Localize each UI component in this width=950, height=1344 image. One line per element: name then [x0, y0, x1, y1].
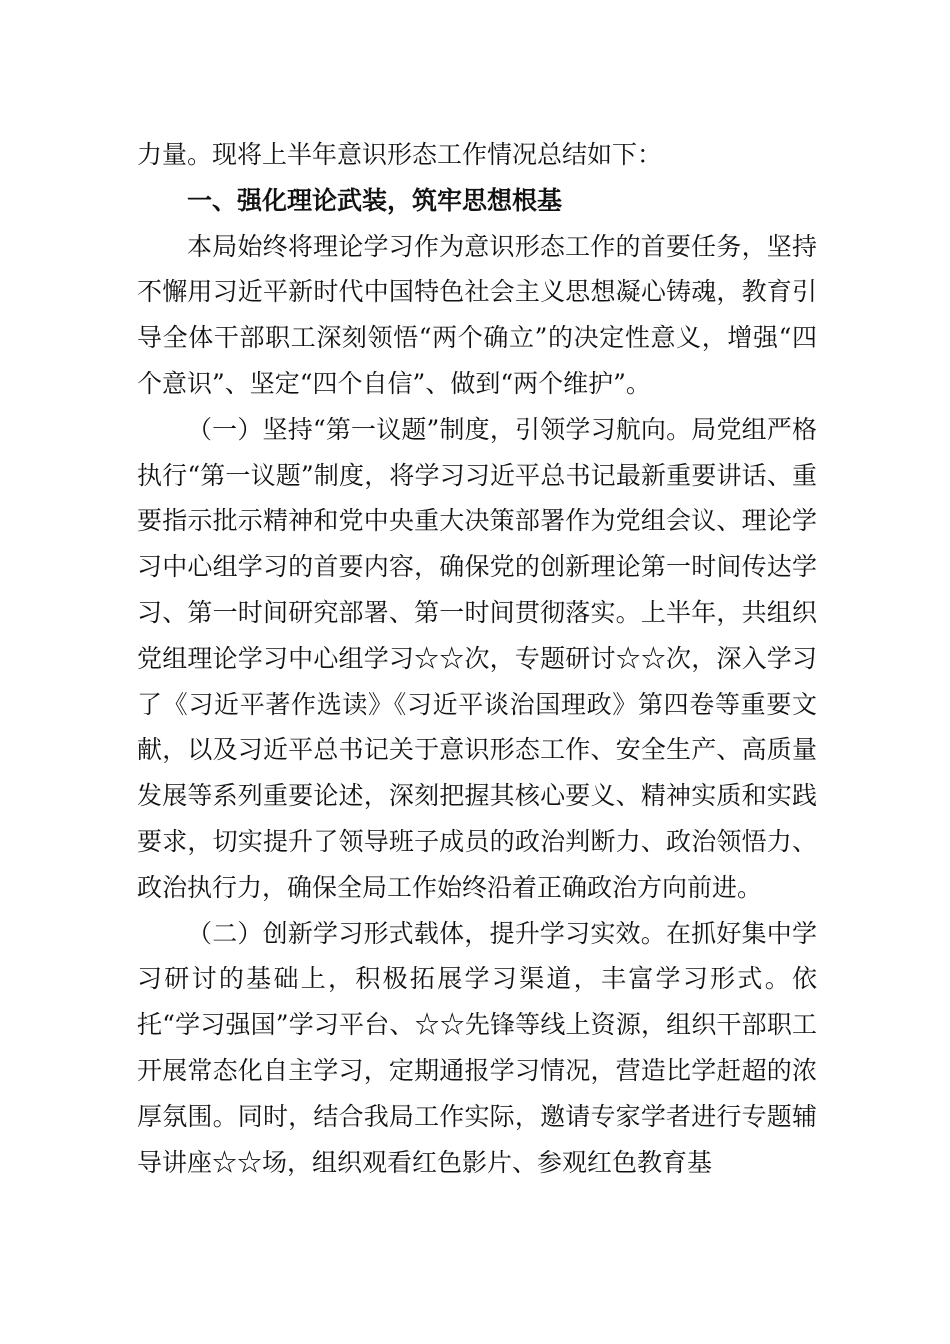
paragraph-intro-continuation: 力量。现将上半年意识形态工作情况总结如下： [137, 140, 663, 169]
section-heading-1: 一、强化理论武装，筑牢思想根基 [187, 185, 563, 215]
paragraph-subsection-1: （一）坚持“第一议题”制度，引领学习航向。局党组严格执行“第一议题”制度，将学习习近平总书记最新重要讲话、重要指示批示精神和党中央重大决策部署作为党组会议、理论学习中心组学习的首要内容，确保党的创新理论第一时间传达学习、第一时间研究部署、第一时间贯彻落实。上半年，共组织党组理论学习中心组学习☆☆次，专题研讨☆☆次，深入学习了《习近平著作选读》《习近平谈治国理政》第四卷等重要文献，以及习近平总书记关于意识形态工作、安全生产、高质量发展等系列重要论述，深刻把握其核心要义、精神实质和实践要求，切实提升了领导班子成员的政治判断力、政治领悟力、政治执行力，确保全局工作始终沿着正确政治方向前进。 [137, 414, 817, 902]
paragraph-subsection-2: （二）创新学习形式载体，提升学习实效。在抓好集中学习研讨的基础上，积极拓展学习渠道，丰富学习形式。依托“学习强国”学习平台、☆☆先锋等线上资源，组织干部职工开展常态化自主学习，定期通报学习情况，营造比学赶超的浓厚氛围。同时，结合我局工作实际，邀请专家学者进行专题辅导讲座☆☆场，组织观看红色影片、参观红色教育基 [137, 918, 817, 1177]
document-body [137, 132, 817, 1185]
paragraph-section-1-summary: 本局始终将理论学习作为意识形态工作的首要任务，坚持不懈用习近平新时代中国特色社会主义思想凝心铸魂，教育引导全体干部职工深刻领悟“两个确立”的决定性意义，增强“四个意识”、坚定“四个自信”、做到“两个维护”。 [137, 231, 817, 398]
